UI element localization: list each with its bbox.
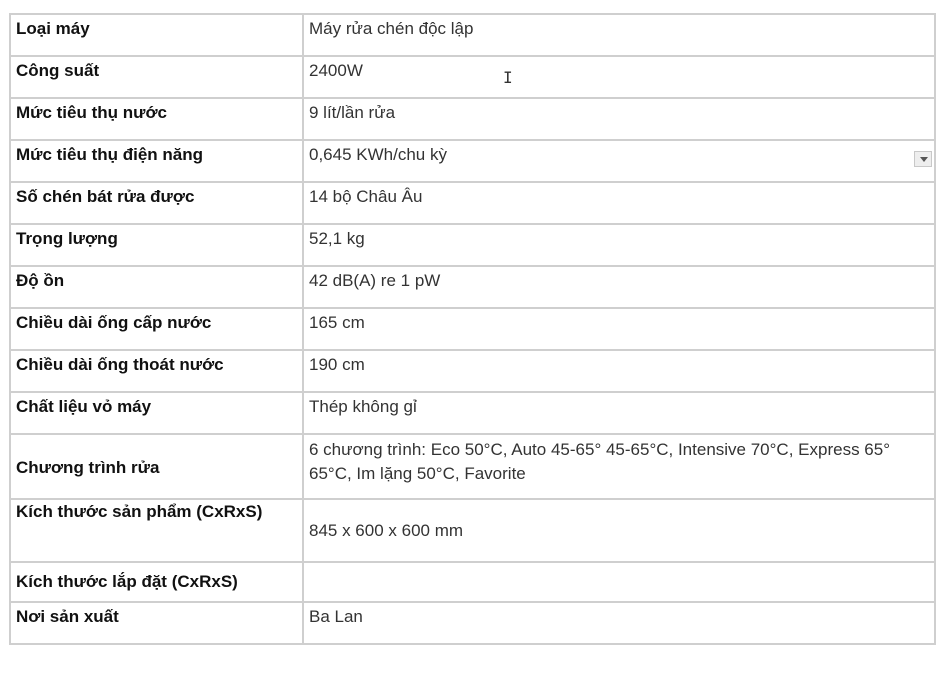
spec-value: 845 x 600 x 600 mm [303, 499, 935, 562]
table-row [10, 182, 935, 224]
table-row [10, 434, 935, 499]
spec-label: Công suất [10, 56, 303, 98]
table-row [10, 98, 935, 140]
spec-value [303, 562, 935, 602]
chevron-down-icon[interactable] [914, 151, 932, 167]
spec-label: Kích thước sản phẩm (CxRxS) [10, 499, 303, 562]
table-row [10, 350, 935, 392]
spec-value: 14 bộ Châu Âu [303, 182, 935, 224]
spec-value: 9 lít/lần rửa [303, 98, 935, 140]
spec-value: 52,1 kg [303, 224, 935, 266]
spec-label: Mức tiêu thụ điện năng [10, 140, 303, 182]
table-row [10, 224, 935, 266]
spec-value: 190 cm [303, 350, 935, 392]
spec-value-cell [303, 140, 935, 182]
spec-label: Mức tiêu thụ nước [10, 98, 303, 140]
spec-value: 42 dB(A) re 1 pW [303, 266, 935, 308]
table-row [10, 308, 935, 350]
spec-value: 0,645 KWh/chu kỳ [309, 145, 447, 164]
spec-label: Số chén bát rửa được [10, 182, 303, 224]
table-row [10, 14, 935, 56]
spec-label: Chiều dài ống cấp nước [10, 308, 303, 350]
spec-value: 2400W [303, 56, 935, 98]
spec-label: Trọng lượng [10, 224, 303, 266]
spec-value: Máy rửa chén độc lập [303, 14, 935, 56]
table-row [10, 392, 935, 434]
spec-label: Chất liệu vỏ máy [10, 392, 303, 434]
spec-label: Kích thước lắp đặt (CxRxS) [10, 562, 303, 602]
spec-label: Chương trình rửa [10, 434, 303, 499]
table-row [10, 140, 935, 182]
table-row [10, 602, 935, 644]
table-row [10, 56, 935, 98]
spec-value: Thép không gỉ [303, 392, 935, 434]
spec-label: Độ ồn [10, 266, 303, 308]
spec-label: Nơi sản xuất [10, 602, 303, 644]
spec-label: Loại máy [10, 14, 303, 56]
spec-table [9, 13, 936, 645]
text-cursor-icon: I [503, 68, 513, 87]
spec-label: Chiều dài ống thoát nước [10, 350, 303, 392]
spec-value: 165 cm [303, 308, 935, 350]
spec-value: Ba Lan [303, 602, 935, 644]
table-row [10, 562, 935, 602]
table-row [10, 499, 935, 562]
spec-value: 6 chương trình: Eco 50°C, Auto 45-65° 45-65°C, Intensive 70°C, Express 65° 65°C, Im lặng 50°C, Favorite [303, 434, 935, 499]
table-row [10, 266, 935, 308]
